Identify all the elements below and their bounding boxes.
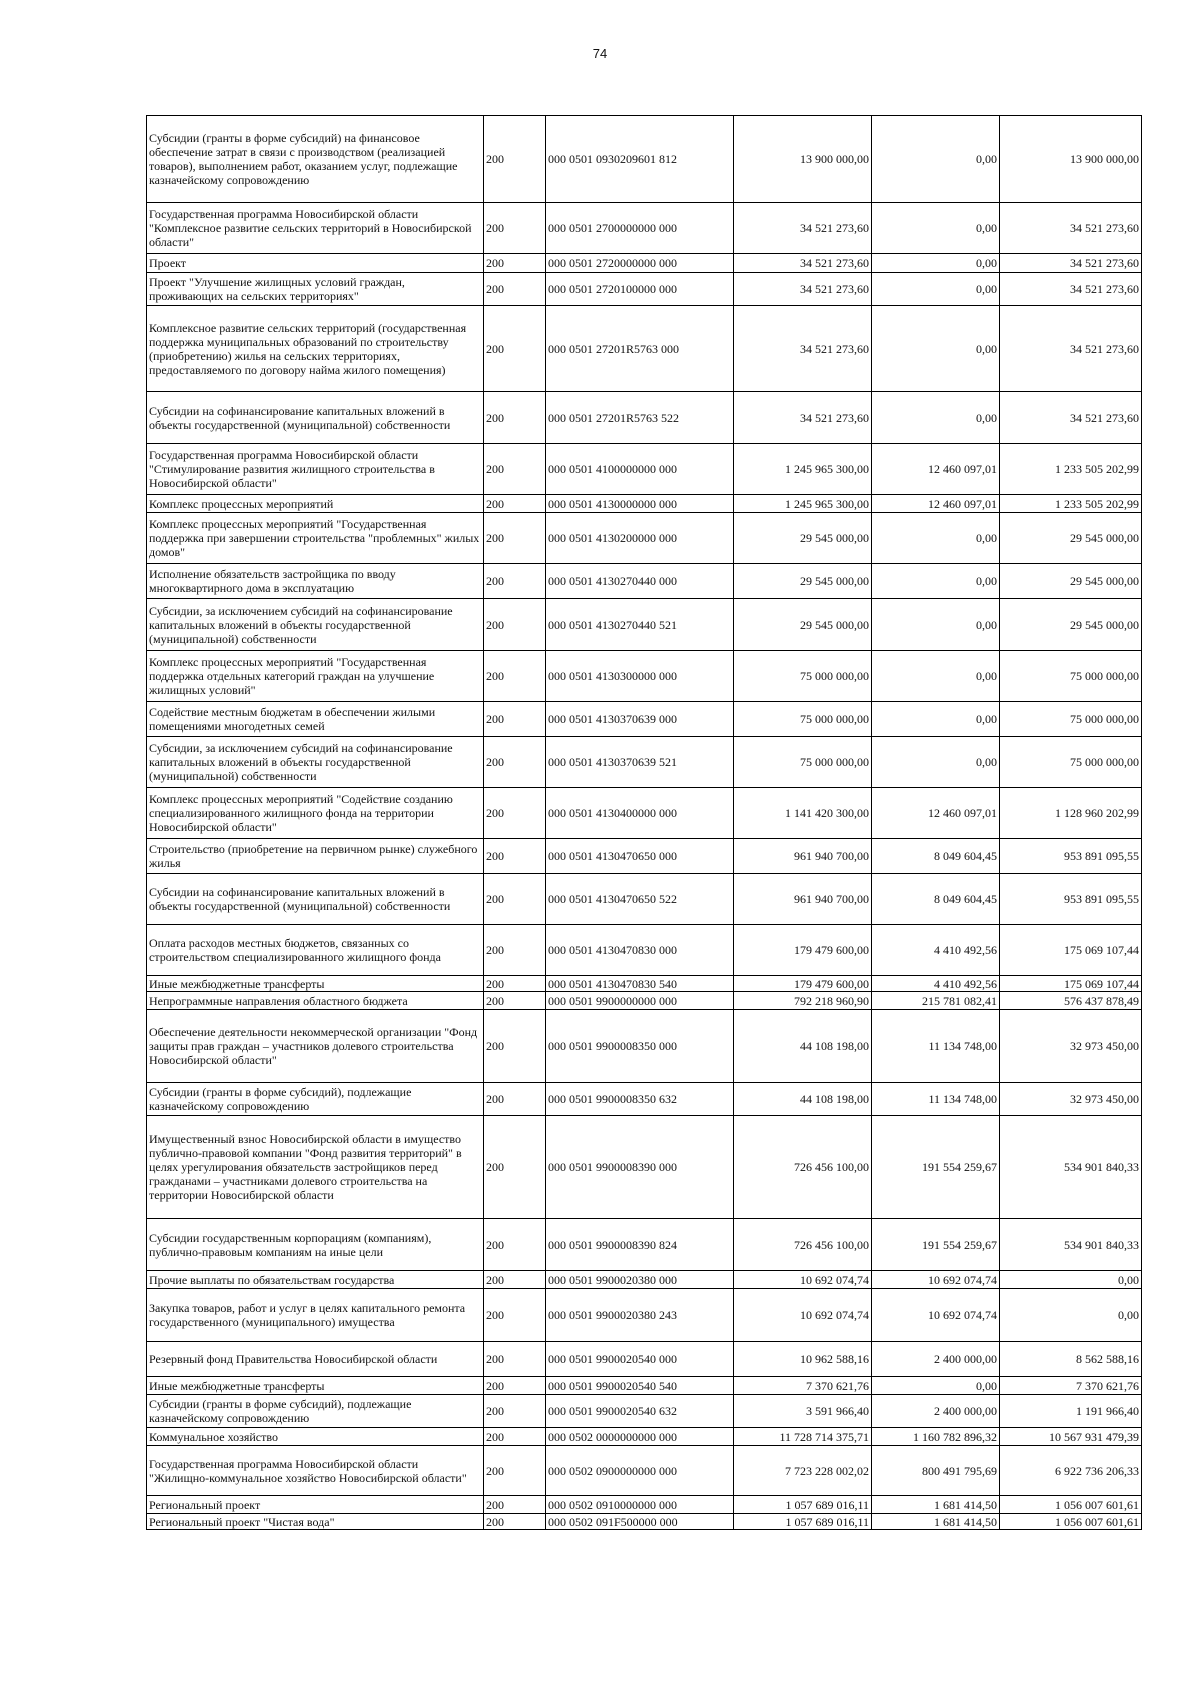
row-classification-code-cell: 000 0501 4130370639 521 xyxy=(546,737,734,788)
row-name-cell: Комплекс процессных мероприятий "Государственная поддержка при завершении строительства "проблемных" жилых домов" xyxy=(147,513,484,564)
row-unexecuted-amount-cell: 32 973 450,00 xyxy=(1000,1010,1142,1083)
row-classification-code-cell: 000 0501 9900008390 824 xyxy=(546,1219,734,1271)
table-row xyxy=(147,651,1142,702)
row-unexecuted-amount-cell: 29 545 000,00 xyxy=(1000,599,1142,651)
table-row xyxy=(147,1289,1142,1342)
table-row xyxy=(147,116,1142,203)
row-executed-amount-cell: 0,00 xyxy=(872,273,1000,306)
row-classification-code-cell: 000 0501 27201R5763 522 xyxy=(546,392,734,444)
row-unexecuted-amount-cell: 75 000 000,00 xyxy=(1000,702,1142,737)
row-executed-amount-cell: 2 400 000,00 xyxy=(872,1395,1000,1428)
row-name-cell: Закупка товаров, работ и услуг в целях капитального ремонта государственного (муниципального) имущества xyxy=(147,1289,484,1342)
row-unexecuted-amount-cell: 29 545 000,00 xyxy=(1000,513,1142,564)
row-unexecuted-amount-cell: 1 056 007 601,61 xyxy=(1000,1496,1142,1514)
row-unexecuted-amount-cell: 175 069 107,44 xyxy=(1000,976,1142,992)
table-row xyxy=(147,273,1142,306)
row-line-code-cell: 200 xyxy=(484,737,546,788)
row-line-code-cell: 200 xyxy=(484,273,546,306)
row-line-code-cell: 200 xyxy=(484,1428,546,1446)
table-row xyxy=(147,1219,1142,1271)
row-executed-amount-cell: 0,00 xyxy=(872,564,1000,599)
table-row xyxy=(147,839,1142,874)
row-unexecuted-amount-cell: 8 562 588,16 xyxy=(1000,1342,1142,1377)
row-executed-amount-cell: 191 554 259,67 xyxy=(872,1219,1000,1271)
row-unexecuted-amount-cell: 13 900 000,00 xyxy=(1000,116,1142,203)
row-name-cell: Строительство (приобретение на первичном рынке) служебного жилья xyxy=(147,839,484,874)
table-row xyxy=(147,1446,1142,1496)
row-executed-amount-cell: 1 681 414,50 xyxy=(872,1514,1000,1530)
row-name-cell: Содействие местным бюджетам в обеспечении жилыми помещениями многодетных семей xyxy=(147,702,484,737)
row-executed-amount-cell: 8 049 604,45 xyxy=(872,839,1000,874)
table-row xyxy=(147,1428,1142,1446)
row-name-cell: Комплекс процессных мероприятий "Содействие созданию специализированного жилищного фонда на территории Новосибирской области" xyxy=(147,788,484,839)
row-line-code-cell: 200 xyxy=(484,1289,546,1342)
row-name-cell: Комплекс процессных мероприятий "Государственная поддержка отдельных категорий граждан на улучшение жилищных условий" xyxy=(147,651,484,702)
table-row xyxy=(147,392,1142,444)
row-line-code-cell: 200 xyxy=(484,788,546,839)
row-unexecuted-amount-cell: 34 521 273,60 xyxy=(1000,392,1142,444)
row-line-code-cell: 200 xyxy=(484,444,546,495)
row-executed-amount-cell: 0,00 xyxy=(872,1377,1000,1395)
row-executed-amount-cell: 4 410 492,56 xyxy=(872,925,1000,976)
row-approved-amount-cell: 726 456 100,00 xyxy=(734,1219,872,1271)
row-approved-amount-cell: 961 940 700,00 xyxy=(734,839,872,874)
row-classification-code-cell: 000 0501 9900020380 243 xyxy=(546,1289,734,1342)
row-approved-amount-cell: 34 521 273,60 xyxy=(734,392,872,444)
row-unexecuted-amount-cell: 1 056 007 601,61 xyxy=(1000,1514,1142,1530)
row-classification-code-cell: 000 0502 091F500000 000 xyxy=(546,1514,734,1530)
row-executed-amount-cell: 800 491 795,69 xyxy=(872,1446,1000,1496)
row-unexecuted-amount-cell: 34 521 273,60 xyxy=(1000,306,1142,392)
row-executed-amount-cell: 2 400 000,00 xyxy=(872,1342,1000,1377)
row-name-cell: Проект xyxy=(147,254,484,273)
row-line-code-cell: 200 xyxy=(484,254,546,273)
table-row xyxy=(147,306,1142,392)
row-approved-amount-cell: 34 521 273,60 xyxy=(734,203,872,254)
table-row xyxy=(147,1496,1142,1514)
row-classification-code-cell: 000 0502 0000000000 000 xyxy=(546,1428,734,1446)
row-approved-amount-cell: 44 108 198,00 xyxy=(734,1010,872,1083)
row-line-code-cell: 200 xyxy=(484,513,546,564)
row-name-cell: Прочие выплаты по обязательствам государства xyxy=(147,1271,484,1289)
row-line-code-cell: 200 xyxy=(484,874,546,925)
row-classification-code-cell: 000 0501 4130270440 000 xyxy=(546,564,734,599)
row-unexecuted-amount-cell: 1 233 505 202,99 xyxy=(1000,444,1142,495)
row-approved-amount-cell: 3 591 966,40 xyxy=(734,1395,872,1428)
row-executed-amount-cell: 0,00 xyxy=(872,651,1000,702)
table-row xyxy=(147,254,1142,273)
row-unexecuted-amount-cell: 75 000 000,00 xyxy=(1000,737,1142,788)
row-name-cell: Иные межбюджетные трансферты xyxy=(147,1377,484,1395)
row-classification-code-cell: 000 0501 4130400000 000 xyxy=(546,788,734,839)
row-name-cell: Субсидии (гранты в форме субсидий), подлежащие казначейскому сопровождению xyxy=(147,1083,484,1116)
row-name-cell: Комплекс процессных мероприятий xyxy=(147,495,484,513)
row-name-cell: Резервный фонд Правительства Новосибирской области xyxy=(147,1342,484,1377)
table-row xyxy=(147,203,1142,254)
row-executed-amount-cell: 12 460 097,01 xyxy=(872,444,1000,495)
row-line-code-cell: 200 xyxy=(484,702,546,737)
row-approved-amount-cell: 29 545 000,00 xyxy=(734,513,872,564)
row-name-cell: Оплата расходов местных бюджетов, связанных со строительством специализированного жилищного фонда xyxy=(147,925,484,976)
row-executed-amount-cell: 1 681 414,50 xyxy=(872,1496,1000,1514)
table-row xyxy=(147,874,1142,925)
row-approved-amount-cell: 11 728 714 375,71 xyxy=(734,1428,872,1446)
row-executed-amount-cell: 191 554 259,67 xyxy=(872,1116,1000,1219)
row-name-cell: Исполнение обязательств застройщика по вводу многоквартирного дома в эксплуатацию xyxy=(147,564,484,599)
row-approved-amount-cell: 10 692 074,74 xyxy=(734,1289,872,1342)
row-approved-amount-cell: 1 141 420 300,00 xyxy=(734,788,872,839)
row-unexecuted-amount-cell: 953 891 095,55 xyxy=(1000,839,1142,874)
row-line-code-cell: 200 xyxy=(484,1116,546,1219)
row-classification-code-cell: 000 0501 4130300000 000 xyxy=(546,651,734,702)
page-number: 74 xyxy=(592,46,608,61)
row-line-code-cell: 200 xyxy=(484,1010,546,1083)
row-unexecuted-amount-cell: 576 437 878,49 xyxy=(1000,992,1142,1010)
row-approved-amount-cell: 13 900 000,00 xyxy=(734,116,872,203)
row-executed-amount-cell: 0,00 xyxy=(872,116,1000,203)
row-executed-amount-cell: 215 781 082,41 xyxy=(872,992,1000,1010)
row-unexecuted-amount-cell: 29 545 000,00 xyxy=(1000,564,1142,599)
table-row xyxy=(147,1514,1142,1530)
row-line-code-cell: 200 xyxy=(484,992,546,1010)
row-executed-amount-cell: 11 134 748,00 xyxy=(872,1083,1000,1116)
row-classification-code-cell: 000 0501 0930209601 812 xyxy=(546,116,734,203)
row-line-code-cell: 200 xyxy=(484,1271,546,1289)
row-approved-amount-cell: 7 723 228 002,02 xyxy=(734,1446,872,1496)
row-classification-code-cell: 000 0501 4100000000 000 xyxy=(546,444,734,495)
row-approved-amount-cell: 1 057 689 016,11 xyxy=(734,1496,872,1514)
row-executed-amount-cell: 0,00 xyxy=(872,254,1000,273)
row-approved-amount-cell: 75 000 000,00 xyxy=(734,702,872,737)
row-executed-amount-cell: 10 692 074,74 xyxy=(872,1271,1000,1289)
row-executed-amount-cell: 1 160 782 896,32 xyxy=(872,1428,1000,1446)
row-name-cell: Субсидии (гранты в форме субсидий), подлежащие казначейскому сопровождению xyxy=(147,1395,484,1428)
row-approved-amount-cell: 34 521 273,60 xyxy=(734,254,872,273)
row-name-cell: Имущественный взнос Новосибирской области в имущество публично-правовой компании "Фонд развития территорий" в целях урегулирования обязательств застройщиков перед гражданами – участниками долевого строительства на территории Новосибирской области xyxy=(147,1116,484,1219)
row-line-code-cell: 200 xyxy=(484,1342,546,1377)
row-line-code-cell: 200 xyxy=(484,1377,546,1395)
row-executed-amount-cell: 4 410 492,56 xyxy=(872,976,1000,992)
table-row xyxy=(147,1342,1142,1377)
table-row xyxy=(147,992,1142,1010)
row-line-code-cell: 200 xyxy=(484,392,546,444)
row-classification-code-cell: 000 0501 4130470830 540 xyxy=(546,976,734,992)
row-approved-amount-cell: 75 000 000,00 xyxy=(734,651,872,702)
row-name-cell: Комплексное развитие сельских территорий (государственная поддержка муниципальных образований по строительству (приобретению) жилья на сельских территориях, предоставляемого по договору найма жилого помещения) xyxy=(147,306,484,392)
row-approved-amount-cell: 7 370 621,76 xyxy=(734,1377,872,1395)
row-unexecuted-amount-cell: 7 370 621,76 xyxy=(1000,1377,1142,1395)
row-classification-code-cell: 000 0502 0900000000 000 xyxy=(546,1446,734,1496)
row-name-cell: Субсидии на софинансирование капитальных вложений в объекты государственной (муниципальной) собственности xyxy=(147,392,484,444)
row-unexecuted-amount-cell: 175 069 107,44 xyxy=(1000,925,1142,976)
row-name-cell: Субсидии государственным корпорациям (компаниям), публично-правовым компаниям на иные цели xyxy=(147,1219,484,1271)
row-line-code-cell: 200 xyxy=(484,1395,546,1428)
row-approved-amount-cell: 34 521 273,60 xyxy=(734,273,872,306)
row-executed-amount-cell: 12 460 097,01 xyxy=(872,495,1000,513)
table-row xyxy=(147,444,1142,495)
row-executed-amount-cell: 8 049 604,45 xyxy=(872,874,1000,925)
row-executed-amount-cell: 0,00 xyxy=(872,702,1000,737)
row-classification-code-cell: 000 0501 9900008390 000 xyxy=(546,1116,734,1219)
row-name-cell: Проект "Улучшение жилищных условий граждан, проживающих на сельских территориях" xyxy=(147,273,484,306)
row-unexecuted-amount-cell: 953 891 095,55 xyxy=(1000,874,1142,925)
row-classification-code-cell: 000 0502 0910000000 000 xyxy=(546,1496,734,1514)
row-unexecuted-amount-cell: 10 567 931 479,39 xyxy=(1000,1428,1142,1446)
row-executed-amount-cell: 0,00 xyxy=(872,737,1000,788)
row-approved-amount-cell: 29 545 000,00 xyxy=(734,599,872,651)
row-classification-code-cell: 000 0501 2720100000 000 xyxy=(546,273,734,306)
table-row xyxy=(147,925,1142,976)
row-executed-amount-cell: 0,00 xyxy=(872,392,1000,444)
row-executed-amount-cell: 0,00 xyxy=(872,306,1000,392)
table-row xyxy=(147,564,1142,599)
row-name-cell: Непрограммные направления областного бюджета xyxy=(147,992,484,1010)
row-unexecuted-amount-cell: 1 191 966,40 xyxy=(1000,1395,1142,1428)
row-classification-code-cell: 000 0501 9900020380 000 xyxy=(546,1271,734,1289)
row-line-code-cell: 200 xyxy=(484,651,546,702)
row-approved-amount-cell: 179 479 600,00 xyxy=(734,925,872,976)
row-classification-code-cell: 000 0501 9900008350 632 xyxy=(546,1083,734,1116)
row-line-code-cell: 200 xyxy=(484,1446,546,1496)
row-approved-amount-cell: 792 218 960,90 xyxy=(734,992,872,1010)
row-name-cell: Государственная программа Новосибирской области "Стимулирование развития жилищного строительства в Новосибирской области" xyxy=(147,444,484,495)
row-name-cell: Субсидии на софинансирование капитальных вложений в объекты государственной (муниципальной) собственности xyxy=(147,874,484,925)
row-name-cell: Региональный проект "Чистая вода" xyxy=(147,1514,484,1530)
row-classification-code-cell: 000 0501 9900020540 000 xyxy=(546,1342,734,1377)
row-approved-amount-cell: 75 000 000,00 xyxy=(734,737,872,788)
row-classification-code-cell: 000 0501 2700000000 000 xyxy=(546,203,734,254)
row-line-code-cell: 200 xyxy=(484,564,546,599)
row-approved-amount-cell: 726 456 100,00 xyxy=(734,1116,872,1219)
row-name-cell: Обеспечение деятельности некоммерческой организации "Фонд защиты прав граждан – участников долевого строительства Новосибирской области" xyxy=(147,1010,484,1083)
row-approved-amount-cell: 10 962 588,16 xyxy=(734,1342,872,1377)
table-row xyxy=(147,737,1142,788)
budget-execution-table xyxy=(146,115,1142,1530)
row-executed-amount-cell: 10 692 074,74 xyxy=(872,1289,1000,1342)
row-executed-amount-cell: 0,00 xyxy=(872,599,1000,651)
row-line-code-cell: 200 xyxy=(484,1219,546,1271)
table-row xyxy=(147,1377,1142,1395)
row-classification-code-cell: 000 0501 4130270440 521 xyxy=(546,599,734,651)
row-name-cell: Государственная программа Новосибирской области "Комплексное развитие сельских территорий в Новосибирской области" xyxy=(147,203,484,254)
row-classification-code-cell: 000 0501 9900020540 540 xyxy=(546,1377,734,1395)
row-unexecuted-amount-cell: 34 521 273,60 xyxy=(1000,254,1142,273)
row-line-code-cell: 200 xyxy=(484,925,546,976)
row-unexecuted-amount-cell: 6 922 736 206,33 xyxy=(1000,1446,1142,1496)
row-line-code-cell: 200 xyxy=(484,203,546,254)
row-executed-amount-cell: 0,00 xyxy=(872,203,1000,254)
row-approved-amount-cell: 44 108 198,00 xyxy=(734,1083,872,1116)
table-row xyxy=(147,1271,1142,1289)
row-approved-amount-cell: 1 245 965 300,00 xyxy=(734,495,872,513)
row-name-cell: Государственная программа Новосибирской области "Жилищно-коммунальное хозяйство Новосибирской области" xyxy=(147,1446,484,1496)
row-approved-amount-cell: 34 521 273,60 xyxy=(734,306,872,392)
row-name-cell: Региональный проект xyxy=(147,1496,484,1514)
row-name-cell: Субсидии, за исключением субсидий на софинансирование капитальных вложений в объекты государственной (муниципальной) собственности xyxy=(147,737,484,788)
row-approved-amount-cell: 179 479 600,00 xyxy=(734,976,872,992)
row-executed-amount-cell: 11 134 748,00 xyxy=(872,1010,1000,1083)
table-row xyxy=(147,1395,1142,1428)
row-approved-amount-cell: 961 940 700,00 xyxy=(734,874,872,925)
row-classification-code-cell: 000 0501 4130470650 522 xyxy=(546,874,734,925)
row-executed-amount-cell: 12 460 097,01 xyxy=(872,788,1000,839)
row-classification-code-cell: 000 0501 27201R5763 000 xyxy=(546,306,734,392)
row-classification-code-cell: 000 0501 9900008350 000 xyxy=(546,1010,734,1083)
table-row xyxy=(147,599,1142,651)
row-name-cell: Субсидии (гранты в форме субсидий) на финансовое обеспечение затрат в связи с производством (реализацией товаров), выполнением работ, оказанием услуг, подлежащие казначейскому сопровождению xyxy=(147,116,484,203)
row-approved-amount-cell: 1 057 689 016,11 xyxy=(734,1514,872,1530)
row-unexecuted-amount-cell: 534 901 840,33 xyxy=(1000,1219,1142,1271)
row-line-code-cell: 200 xyxy=(484,116,546,203)
row-classification-code-cell: 000 0501 4130000000 000 xyxy=(546,495,734,513)
row-classification-code-cell: 000 0501 4130470830 000 xyxy=(546,925,734,976)
row-approved-amount-cell: 10 692 074,74 xyxy=(734,1271,872,1289)
row-name-cell: Иные межбюджетные трансферты xyxy=(147,976,484,992)
row-line-code-cell: 200 xyxy=(484,1083,546,1116)
table-row xyxy=(147,495,1142,513)
row-line-code-cell: 200 xyxy=(484,495,546,513)
row-classification-code-cell: 000 0501 9900000000 000 xyxy=(546,992,734,1010)
row-unexecuted-amount-cell: 75 000 000,00 xyxy=(1000,651,1142,702)
row-line-code-cell: 200 xyxy=(484,839,546,874)
row-line-code-cell: 200 xyxy=(484,976,546,992)
row-line-code-cell: 200 xyxy=(484,599,546,651)
row-unexecuted-amount-cell: 1 233 505 202,99 xyxy=(1000,495,1142,513)
row-unexecuted-amount-cell: 34 521 273,60 xyxy=(1000,273,1142,306)
row-approved-amount-cell: 29 545 000,00 xyxy=(734,564,872,599)
row-classification-code-cell: 000 0501 2720000000 000 xyxy=(546,254,734,273)
table-row xyxy=(147,702,1142,737)
table-row xyxy=(147,1083,1142,1116)
row-line-code-cell: 200 xyxy=(484,1496,546,1514)
row-unexecuted-amount-cell: 32 973 450,00 xyxy=(1000,1083,1142,1116)
row-classification-code-cell: 000 0501 4130370639 000 xyxy=(546,702,734,737)
table-row xyxy=(147,976,1142,992)
row-line-code-cell: 200 xyxy=(484,1514,546,1530)
row-name-cell: Субсидии, за исключением субсидий на софинансирование капитальных вложений в объекты государственной (муниципальной) собственности xyxy=(147,599,484,651)
row-classification-code-cell: 000 0501 9900020540 632 xyxy=(546,1395,734,1428)
row-executed-amount-cell: 0,00 xyxy=(872,513,1000,564)
row-unexecuted-amount-cell: 534 901 840,33 xyxy=(1000,1116,1142,1219)
row-classification-code-cell: 000 0501 4130200000 000 xyxy=(546,513,734,564)
row-unexecuted-amount-cell: 1 128 960 202,99 xyxy=(1000,788,1142,839)
row-classification-code-cell: 000 0501 4130470650 000 xyxy=(546,839,734,874)
table-row xyxy=(147,1010,1142,1083)
table-row xyxy=(147,513,1142,564)
row-line-code-cell: 200 xyxy=(484,306,546,392)
row-approved-amount-cell: 1 245 965 300,00 xyxy=(734,444,872,495)
row-unexecuted-amount-cell: 0,00 xyxy=(1000,1271,1142,1289)
row-unexecuted-amount-cell: 34 521 273,60 xyxy=(1000,203,1142,254)
row-name-cell: Коммунальное хозяйство xyxy=(147,1428,484,1446)
table-row xyxy=(147,788,1142,839)
row-unexecuted-amount-cell: 0,00 xyxy=(1000,1289,1142,1342)
table-row xyxy=(147,1116,1142,1219)
